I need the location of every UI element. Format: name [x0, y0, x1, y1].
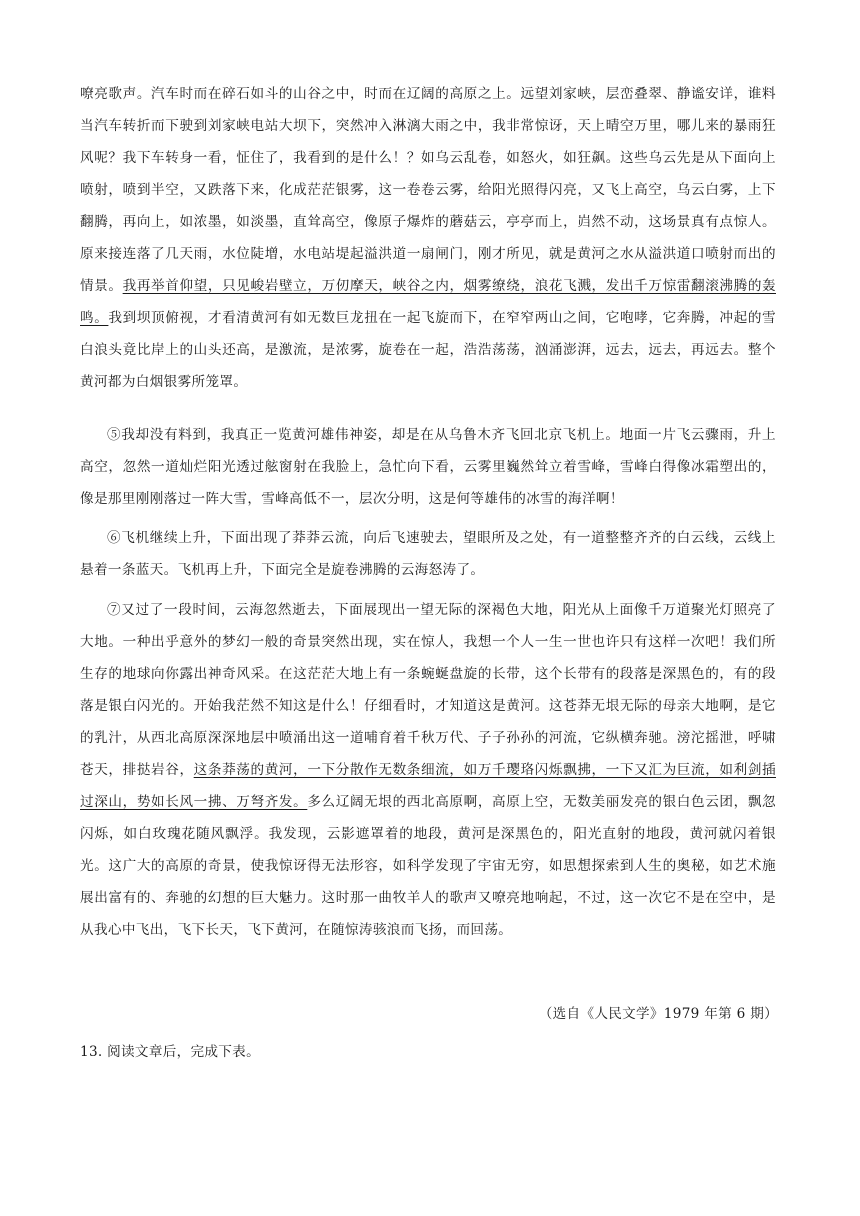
paragraph-7-text-b: 多么辽阔无垠的西北高原啊，高原上空，无数美丽发亮的银白色云团，飘忽闪烁，如白玫瑰花随风飘浮。我发现，云影遮罩着的地段，黄河是深黑色的，阳光直射的地段，黄河就闪着银光。这广大的高原的奇景，使我惊讶得无法形容，如科学发现了宇宙无穷，如思想探索到人生的奥秘，如艺术施展出富有的、奔驰的幻想的巨大魅力。这时那一曲牧羊人的歌声又嘹亮地响起，不过，这一次它不是在空中，是从我心中飞出，飞下长天，飞下黄河，在随惊涛骇浪而飞扬，而回荡。 [80, 794, 776, 938]
paragraph-7-text-a: ⑦又过了一段时间，云海忽然逝去，下面展现出一望无际的深褐色大地，阳光从上面像千万道聚光灯照亮了大地。一种出乎意外的梦幻一般的奇景突然出现，实在惊人，我想一个人一生一世也许只有这样一次吧！我们所生存的地球向你露出神奇风采。在这茫茫大地上有一条蜿蜒盘旋的长带，这个长带有的段落是深黑色的，有的段落是银白闪光的。开始我茫然不知这是什么！仔细看时，才知道这是黄河。这苍莽无垠无际的母亲大地啊，是它的乳汁，从西北高原深深地层中喷涌出这一道哺育着千秋万代、子子孙孙的河流，它纵横奔驰。滂沱摇泄，呼啸苍天，排挞岩谷， [80, 602, 776, 778]
paragraph-5: ⑤我却没有料到，我真正一览黄河雄伟神姿，却是在从乌鲁木齐飞回北京飞机上。地面一片飞云骤雨，升上高空，忽然一道灿烂阳光透过舷窗射在我脸上，急忙向下看，云雾里巍然耸立着雪峰，雪峰白得像冰霜塑出的，像是那里刚刚落过一阵大雪，雪峰高低不一，层次分明，这是何等雄伟的冰雪的海洋啊！ [80, 427, 776, 507]
paragraph-4-text-b: 我到坝顶俯视，才看清黄河有如无数巨龙扭在一起飞旋而下，在窄窄两山之间，它咆哮，它奔腾，冲起的雪白浪头竟比岸上的山头还高，是激流，是浓雾，旋卷在一起，浩浩荡荡，汹涌澎湃，远去，远去，再远去。整个黄河都为白烟银雾所笼罩。 [80, 310, 776, 390]
question-13: 13. 阅读文章后，完成下表。 [80, 1044, 260, 1060]
paragraph-7-underlined-sentence: 这条莽荡的黄河，一下分散作无数条细流，如万千璎珞闪烁飘拂，一下又汇为巨流，如利剑插过深山，势如长风一拂、万弩齐发。 [80, 762, 776, 810]
article-source: （选自《人民文学》1979 年第 6 期） [538, 1006, 778, 1022]
paragraph-4-underlined-sentence: 我再举首仰望，只见峻岩壁立，万仞摩天，峡谷之内，烟雾缭绕，浪花飞溅，发出千万惊雷翻滚沸腾的轰鸣。 [80, 278, 776, 326]
paragraph-4 [80, 78, 776, 398]
paragraph-6: ⑥飞机继续上升，下面出现了莽莽云流，向后飞速驶去，望眼所及之处，有一道整整齐齐的白云线，云线上悬着一条蓝天。飞机再上升，下面完全是旋卷沸腾的云海怒涛了。 [80, 530, 776, 578]
paragraph-7 [80, 594, 776, 946]
paragraph-4-text-a: 嘹亮歌声。汽车时而在碎石如斗的山谷之中，时而在辽阔的高原之上。远望刘家峡，层峦叠翠、静谧安详，谁料当汽车转折而下驶到刘家峡电站大坝下，突然冲入淋漓大雨之中，我非常惊讶，天上晴空万里，哪儿来的暴雨狂风呢？我下车转身一看，怔住了，我看到的是什么！？如乌云乱卷，如怒火，如狂飙。这些乌云先是从下面向上喷射，喷到半空，又跌落下来，化成茫茫银雾，这一卷卷云雾，给阳光照得闪亮，又飞上高空，乌云白雾，上下翻腾，再向上，如浓墨，如淡墨，直耸高空，像原子爆炸的蘑菇云，亭亭而上，岿然不动，这场景真有点惊人。原来接连落了几天雨，水位陡增，水电站堤起溢洪道一扇闸门，刚才所见，就是黄河之水从溢洪道口喷射而出的情景。 [80, 86, 776, 294]
